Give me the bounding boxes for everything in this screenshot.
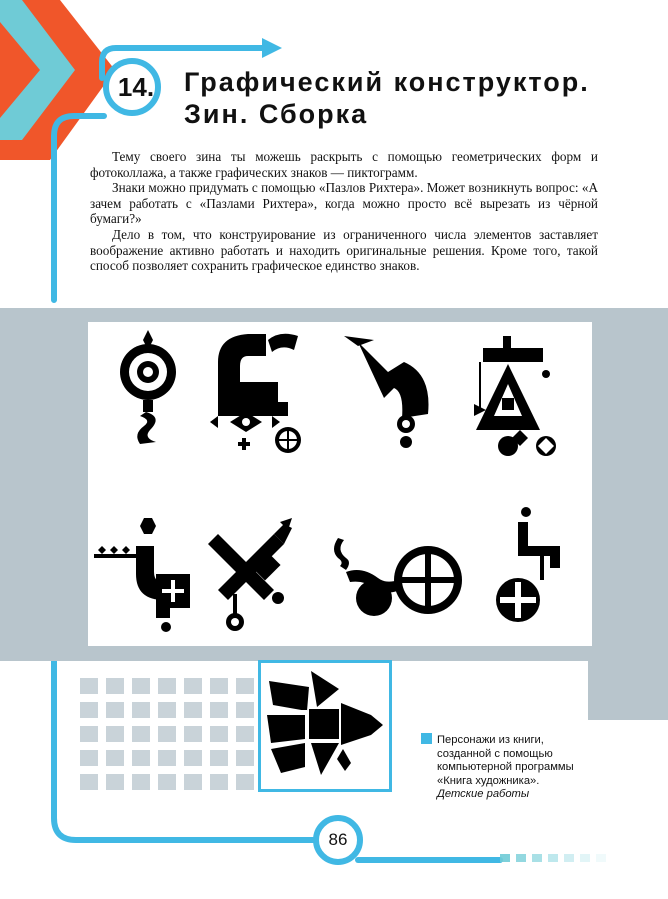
pictograms-grid xyxy=(88,322,592,646)
caption-bullet-icon xyxy=(421,733,432,744)
decorative-squares-grid xyxy=(80,678,270,790)
pictogram-circle-character xyxy=(120,330,176,444)
paragraph: Тему своего зина ты можешь раскрыть с помощью геометрических форм и фотоколлажа, а также графических знаков — пиктограмм. xyxy=(90,149,598,180)
caption-line: Персонажи из книги, xyxy=(437,734,544,746)
flower-pictogram xyxy=(261,663,389,789)
chapter-title-line2: Зин. Сборка xyxy=(184,99,369,129)
pictogram-panel xyxy=(88,322,592,646)
caption-line: созданной с помощью xyxy=(437,747,553,760)
chapter-title xyxy=(184,66,644,130)
pictogram-pipe-cross xyxy=(94,518,190,632)
pictogram-triangle-robot xyxy=(474,336,556,456)
flower-pictogram-frame xyxy=(258,660,392,792)
chapter-number: 14. xyxy=(117,72,155,102)
pictogram-cross-rocket xyxy=(208,518,292,631)
paragraph: Знаки можно придумать с помощью «Пазлов Рихтера». Может возникнуть вопрос: «А зачем работать с «Пазлами Рихтера», когда можно просто всё вырезать из чёрной бумаги?» xyxy=(90,180,598,227)
figure-caption xyxy=(421,733,601,802)
page-number: 86 xyxy=(328,830,348,849)
pictogram-pipe-machine xyxy=(210,334,301,453)
pictogram-wheel-swirl xyxy=(334,538,462,616)
caption-line: «Книга художника». xyxy=(437,774,540,787)
caption-credit: Детские работы xyxy=(437,788,530,801)
pictogram-question-hook xyxy=(344,336,429,448)
chapter-title-line1: Графический конструктор. xyxy=(184,67,590,97)
gray-background-band-lower xyxy=(588,660,668,720)
pictogram-wheel-rider xyxy=(496,507,560,622)
caption-line: компьютерной программы xyxy=(437,761,574,774)
paragraph: Дело в том, что конструирование из ограниченного числа элементов заставляет воображение активно работать и находить оригинальные решения. Кроме того, такой способ позволяет сохранить графическое единство знаков. xyxy=(90,226,598,274)
body-text xyxy=(90,149,598,274)
decorative-dashes xyxy=(500,851,610,865)
